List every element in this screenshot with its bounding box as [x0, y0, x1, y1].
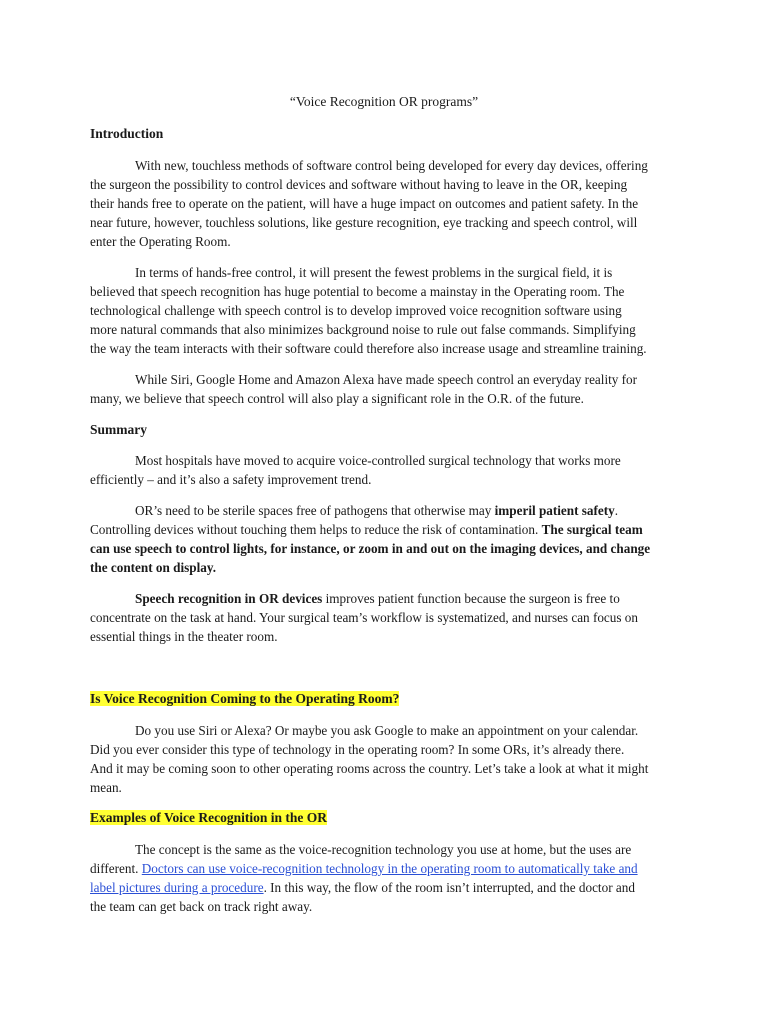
paragraph-line — [90, 520, 680, 539]
paragraph-line: With new, touchless methods of software control being developed for every day devices, offering — [135, 158, 648, 173]
paragraph-line — [90, 897, 680, 916]
intro-paragraph-2 — [90, 263, 680, 358]
inline-bold: the content on display. — [90, 560, 217, 575]
inline-text: Controlling devices without touching them helps to reduce the risk of contamination. — [90, 522, 542, 537]
paragraph-line: In terms of hands-free control, it will present the fewest problems in the surgical field, it is — [135, 265, 613, 280]
paragraph-line: more natural commands that also minimizes background noise to rule out false commands. Simplifying — [90, 322, 636, 337]
section2-paragraph-1 — [90, 721, 680, 797]
inline-text: . — [614, 503, 619, 518]
section3-paragraph-1 — [90, 840, 680, 916]
inline-text: essential things in the theater room. — [90, 629, 278, 644]
inline-text: The concept is the same as the voice-recognition technology you use at home, but the uses are — [135, 842, 632, 857]
paragraph-line — [90, 539, 680, 558]
section-heading-examples — [90, 809, 327, 827]
intro-paragraph-1 — [90, 156, 680, 251]
inline-text: the team can get back on track right away. — [90, 899, 313, 914]
paragraph-line: Do you use Siri or Alexa? Or maybe you ask Google to make an appointment on your calendar. — [135, 723, 639, 738]
paragraph-line: efficiently – and it’s also a safety improvement trend. — [90, 472, 372, 487]
inline-bold: can use speech to control lights, for instance, or zoom in and out on the imaging devices, and change — [90, 541, 651, 556]
inline-bold: The surgical team — [541, 522, 643, 537]
procedure-pictures-link-continued[interactable]: label pictures during a procedure — [90, 880, 264, 895]
paragraph-line — [90, 840, 680, 859]
inline-text: . In this way, the flow of the room isn’t interrupted, and the doctor and — [263, 880, 635, 895]
summary-paragraph-2 — [90, 501, 680, 577]
paragraph-line: the surgeon the possibility to control devices and software without having to leave in the OR, keeping — [90, 177, 628, 192]
inline-text: OR’s need to be sterile spaces free of pathogens that otherwise may — [135, 503, 495, 518]
paragraph-line: And it may be coming soon to other operating rooms across the country. Let’s take a look at what it might — [90, 761, 649, 776]
paragraph-line: near future, however, touchless solutions, like gesture recognition, eye tracking and speech control, will — [90, 215, 638, 230]
intro-paragraph-3 — [90, 370, 680, 408]
document-title: “Voice Recognition OR programs” — [289, 94, 479, 109]
summary-paragraph-1 — [90, 451, 680, 489]
paragraph-line — [90, 501, 680, 520]
summary-paragraph-3 — [90, 589, 680, 646]
paragraph-line: While Siri, Google Home and Amazon Alexa have made speech control an everyday reality for — [135, 372, 638, 387]
paragraph-line — [90, 608, 680, 627]
inline-text: concentrate on the task at hand. Your surgical team’s workflow is systematized, and nurses can focus on — [90, 610, 638, 625]
section-heading-voice-recognition-coming — [90, 690, 399, 708]
paragraph-line: enter the Operating Room. — [90, 234, 231, 249]
paragraph-line — [90, 627, 680, 646]
paragraph-line: many, we believe that speech control will also play a significant role in the O.R. of the future. — [90, 391, 584, 406]
paragraph-line: believed that speech recognition has huge potential to become a mainstay in the Operating room. The — [90, 284, 625, 299]
paragraph-line — [90, 859, 680, 878]
paragraph-line: technological challenge with speech control is to develop improved voice recognition software using — [90, 303, 622, 318]
paragraph-line: mean. — [90, 780, 122, 795]
paragraph-line: the way the team interacts with their software could therefore also increase usage and streamline training. — [90, 341, 647, 356]
paragraph-line: Did you ever consider this type of technology in the operating room? In some ORs, it’s already there. — [90, 742, 625, 757]
inline-text: improves patient function because the surgeon is free to — [322, 591, 620, 606]
summary-heading: Summary — [90, 422, 147, 437]
procedure-pictures-link[interactable]: Doctors can use voice-recognition technology in the operating room to automatically take and — [141, 861, 638, 876]
paragraph-line — [90, 878, 680, 897]
inline-text: different. — [90, 861, 142, 876]
highlighted-heading-text: Is Voice Recognition Coming to the Operating Room? — [90, 691, 400, 706]
introduction-heading: Introduction — [90, 126, 164, 141]
paragraph-line — [90, 589, 680, 608]
paragraph-line: Most hospitals have moved to acquire voice-controlled surgical technology that works more — [135, 453, 621, 468]
highlighted-heading-text: Examples of Voice Recognition in the OR — [90, 810, 328, 825]
paragraph-line — [90, 558, 680, 577]
inline-bold: Speech recognition in OR devices — [135, 591, 323, 606]
inline-bold: imperil patient safety — [494, 503, 615, 518]
paragraph-line: their hands free to operate on the patient, will have a huge impact on outcomes and patient safety. In the — [90, 196, 639, 211]
